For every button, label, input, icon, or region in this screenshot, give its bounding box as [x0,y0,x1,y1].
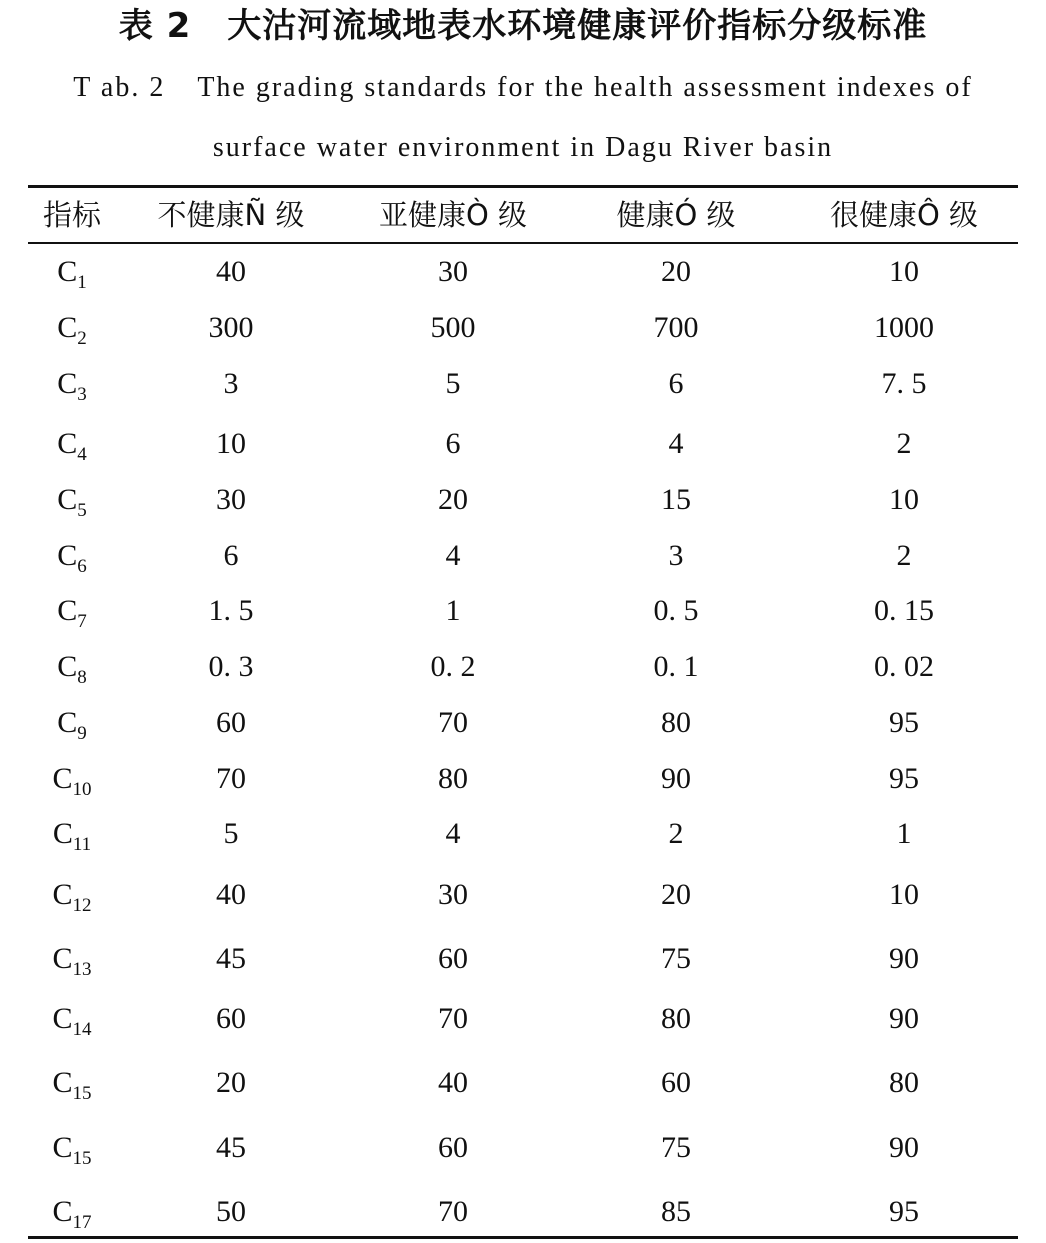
header-subhealthy-grade: 亚健康Ò 级 [378,198,528,232]
healthy-value-cell: 75 [661,1131,691,1164]
table-row [28,759,1018,799]
index-code-subscript: 12 [72,895,92,916]
unhealthy-value-cell: 40 [216,255,246,288]
table-row [28,308,1018,348]
healthy-value-cell: 2 [668,817,684,850]
subhealthy-value-cell: 70 [438,1195,468,1228]
index-code-subscript: 6 [77,556,87,577]
index-code-cell [28,252,116,292]
index-code-letter: C [57,367,78,400]
index-code-letter: C [52,1131,73,1164]
index-code-subscript: 3 [77,384,87,405]
subhealthy-value-cell: 60 [438,1131,468,1164]
subhealthy-value-cell: 0. 2 [430,650,476,683]
index-code-cell [28,939,116,979]
index-code-cell [28,875,116,915]
healthy-value-cell: 0. 5 [653,594,699,627]
index-code-subscript: 9 [77,723,87,744]
table-row [28,536,1018,576]
index-code-subscript: 13 [72,959,92,980]
index-code-letter: C [52,1195,73,1228]
very-healthy-value-cell: 0. 15 [874,594,934,627]
index-code-cell [28,364,116,404]
subhealthy-value-cell: 20 [438,483,468,516]
unhealthy-value-cell: 1. 5 [208,594,254,627]
index-code-cell [28,1128,116,1168]
index-code-letter: C [57,706,78,739]
table-row [28,875,1018,915]
unhealthy-value-cell: 30 [216,483,246,516]
very-healthy-value-cell: 95 [889,706,919,739]
index-code-subscript: 15 [72,1148,92,1169]
subhealthy-value-cell: 1 [445,594,461,627]
table-row [28,1128,1018,1168]
table-bottom-rule [28,1236,1018,1239]
unhealthy-value-cell: 50 [216,1195,246,1228]
index-code-letter: C [52,942,73,975]
subhealthy-value-cell: 4 [445,539,461,572]
index-code-cell [28,591,116,631]
healthy-value-cell: 80 [661,1002,691,1035]
very-healthy-value-cell: 7. 5 [881,367,927,400]
very-healthy-value-cell: 90 [889,1131,919,1164]
unhealthy-value-cell: 40 [216,878,246,911]
index-code-letter: C [52,817,73,850]
healthy-value-cell: 0. 1 [653,650,699,683]
index-code-letter: C [52,878,73,911]
subhealthy-value-cell: 5 [445,367,461,400]
table-title-chinese: 大沽河流域地表水环境健康评价指标分级标准 [227,6,928,46]
table-header-row [28,195,1018,235]
healthy-value-cell: 700 [653,311,699,344]
index-code-letter: C [57,650,78,683]
index-code-subscript: 1 [77,272,87,293]
subhealthy-value-cell: 70 [438,1002,468,1035]
subhealthy-value-cell: 4 [445,817,461,850]
header-healthy-grade: 健康Ó 级 [616,198,736,232]
very-healthy-value-cell: 80 [889,1066,919,1099]
table-row [28,814,1018,854]
unhealthy-value-cell: 3 [223,367,239,400]
table-row [28,999,1018,1039]
table-row [28,591,1018,631]
header-very-healthy-grade: 很健康Ô 级 [829,198,979,232]
unhealthy-value-cell: 45 [216,942,246,975]
table-caption-english-line-1 [0,70,1046,106]
index-code-subscript: 10 [72,779,92,800]
unhealthy-value-cell: 45 [216,1131,246,1164]
index-code-letter: C [52,1002,73,1035]
very-healthy-value-cell: 10 [889,483,919,516]
header-index: 指标 [42,198,101,232]
table-row [28,939,1018,979]
index-code-cell [28,1192,116,1232]
unhealthy-value-cell: 20 [216,1066,246,1099]
index-code-cell [28,759,116,799]
index-code-subscript: 5 [77,500,87,521]
unhealthy-value-cell: 6 [223,539,239,572]
unhealthy-value-cell: 0. 3 [208,650,254,683]
index-code-subscript: 14 [72,1019,92,1040]
table-row [28,424,1018,464]
subhealthy-value-cell: 40 [438,1066,468,1099]
index-code-cell [28,424,116,464]
index-code-subscript: 8 [77,667,87,688]
unhealthy-value-cell: 60 [216,1002,246,1035]
healthy-value-cell: 20 [661,255,691,288]
very-healthy-value-cell: 10 [889,878,919,911]
unhealthy-value-cell: 60 [216,706,246,739]
index-code-cell [28,480,116,520]
index-code-subscript: 2 [77,328,87,349]
healthy-value-cell: 20 [661,878,691,911]
index-code-letter: C [57,594,78,627]
index-code-cell [28,647,116,687]
table-number-english: T ab. 2 [73,72,166,103]
table-row [28,1192,1018,1232]
table-header-rule [28,242,1018,244]
healthy-value-cell: 75 [661,942,691,975]
very-healthy-value-cell: 95 [889,1195,919,1228]
table-top-rule [28,185,1018,188]
very-healthy-value-cell: 2 [896,427,912,460]
subhealthy-value-cell: 60 [438,942,468,975]
very-healthy-value-cell: 1 [896,817,912,850]
very-healthy-value-cell: 10 [889,255,919,288]
subhealthy-value-cell: 80 [438,762,468,795]
subhealthy-value-cell: 30 [438,255,468,288]
table-caption-chinese [0,4,1046,48]
index-code-letter: C [57,255,78,288]
subhealthy-value-cell: 500 [430,311,476,344]
index-code-letter: C [57,427,78,460]
index-code-cell [28,703,116,743]
index-code-cell [28,814,116,854]
table-row [28,364,1018,404]
healthy-value-cell: 80 [661,706,691,739]
healthy-value-cell: 6 [668,367,684,400]
healthy-value-cell: 85 [661,1195,691,1228]
unhealthy-value-cell: 70 [216,762,246,795]
subhealthy-value-cell: 6 [445,427,461,460]
index-code-cell [28,1063,116,1103]
index-code-cell [28,308,116,348]
index-code-letter: C [57,311,78,344]
healthy-value-cell: 90 [661,762,691,795]
healthy-value-cell: 4 [668,427,684,460]
unhealthy-value-cell: 5 [223,817,239,850]
very-healthy-value-cell: 90 [889,942,919,975]
table-caption-english-line-2: surface water environment in Dagu River basin [212,132,834,163]
healthy-value-cell: 15 [661,483,691,516]
index-code-subscript: 17 [72,1212,92,1233]
healthy-value-cell: 60 [661,1066,691,1099]
index-code-letter: C [57,539,78,572]
table-row [28,480,1018,520]
table-row [28,1063,1018,1103]
subhealthy-value-cell: 70 [438,706,468,739]
very-healthy-value-cell: 0. 02 [874,650,934,683]
index-code-subscript: 15 [72,1083,92,1104]
table-title-english-part-1: The grading standards for the health assessment indexes of [197,72,973,103]
table-row [28,252,1018,292]
index-code-cell [28,999,116,1039]
index-code-subscript: 11 [72,834,92,855]
very-healthy-value-cell: 2 [896,539,912,572]
very-healthy-value-cell: 90 [889,1002,919,1035]
header-unhealthy-grade: 不健康Ñ 级 [157,198,305,232]
very-healthy-value-cell: 1000 [874,311,934,344]
healthy-value-cell: 3 [668,539,684,572]
table-row [28,647,1018,687]
index-code-cell [28,536,116,576]
unhealthy-value-cell: 10 [216,427,246,460]
index-code-subscript: 4 [77,444,87,465]
very-healthy-value-cell: 95 [889,762,919,795]
table-row [28,703,1018,743]
unhealthy-value-cell: 300 [208,311,254,344]
index-code-letter: C [57,483,78,516]
table-number-chinese: 表 2 [118,6,192,46]
index-code-letter: C [52,1066,73,1099]
index-code-subscript: 7 [77,611,87,632]
index-code-letter: C [52,762,73,795]
subhealthy-value-cell: 30 [438,878,468,911]
